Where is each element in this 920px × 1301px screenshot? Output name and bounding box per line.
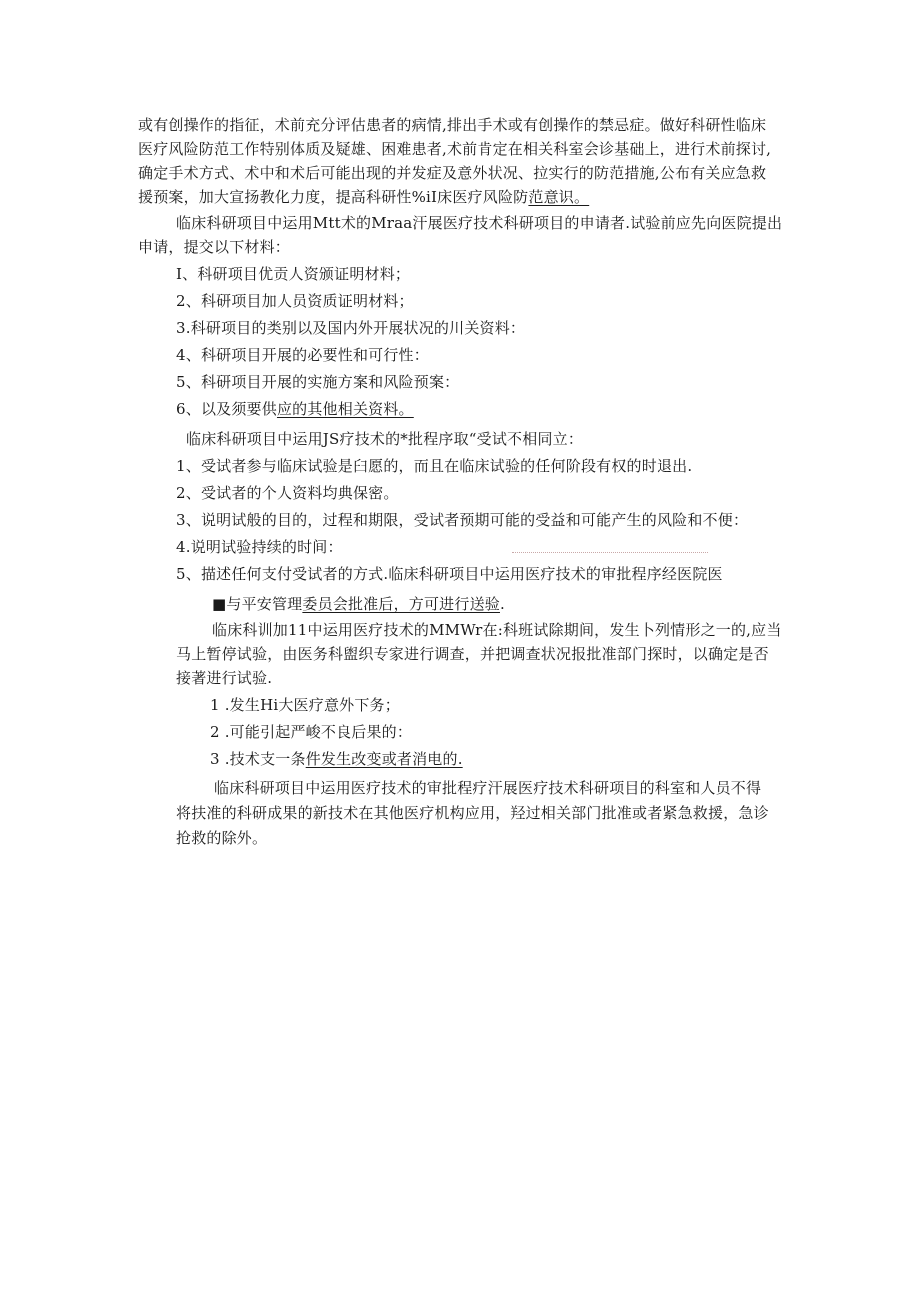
- underlined-text: 件发生改变或者消电的.: [305, 750, 463, 768]
- material-item-6-text: 6、以及须要供: [176, 400, 277, 418]
- dotted-rule: [512, 552, 708, 553]
- paragraph-2-line-2: 申请，提交以下材料：: [138, 238, 291, 256]
- approval-text: ■与平安管理: [212, 595, 303, 613]
- paragraph-4-line-1: 临床科训加11中运用医疗技术的MMWr在:科班试除期间，发生卜列情形之一的,应当: [212, 621, 782, 639]
- paragraph-5-line-3: 抢救的除外。: [176, 829, 268, 847]
- material-item-6: [176, 398, 414, 420]
- material-item-2: 2、科研项目加人员资质证明材料；: [176, 292, 414, 310]
- underlined-text: 范意识。: [528, 188, 590, 206]
- paragraph-1-line-1: 或有创操作的指征，术前充分评估患者的病情,排出手术或有创操作的禁忌症。做好科研性临床: [138, 116, 767, 134]
- material-item-5: 5、科研项目开展的实施方案和风险预案：: [176, 373, 460, 391]
- consent-item-1: 1、受试者参与临床试验是臼愿的，而且在临床试验的任何阶段有权的时退出.: [176, 457, 693, 475]
- paragraph-1-line-4-text: 援预案，加大宣扬教化力度，提高科研性%iI床医疗风险防: [138, 188, 529, 206]
- paragraph-1-line-3: 确定手术方式、术中和术后可能出现的并发症及意外状况、拉实行的防范措施,公布有关应急救: [138, 164, 767, 182]
- paragraph-1-line-4: [138, 186, 589, 208]
- consent-item-5: 5、描述任何支付受试者的方式.临床科研项目中运用医疗技术的审批程序经医院医: [176, 565, 723, 583]
- approval-line: [212, 593, 505, 615]
- consent-item-3: 3、说明试般的目的，过程和期限，受试者预期可能的受益和可能产生的风险和不便：: [176, 511, 749, 529]
- material-item-1: I、科研项目优贡人资颁证明材料；: [176, 265, 411, 283]
- underlined-text: 应的其他相关资料。: [276, 400, 414, 418]
- consent-item-4: 4.说明试验持续的时间：: [176, 538, 343, 556]
- paragraph-2-line-1: 临床科研项目中运用Mtt术的Mraa汗展医疗技术科研项目的申请者.试验前应先向医院提出: [176, 214, 783, 232]
- approval-period: .: [499, 595, 505, 613]
- paragraph-5-line-2: 将扶准的科研成果的新技术在其他医疗机构应用，羟过相关部门批准或者紧急救援，急诊: [176, 804, 769, 822]
- material-item-4: 4、科研项目开展的必要性和可行性：: [176, 346, 429, 364]
- suspend-item-2: 2 .可能引起严峻不良后果的：: [210, 723, 413, 741]
- suspend-item-3: [210, 748, 463, 770]
- paragraph-4-line-3: 接著进行试验.: [176, 669, 273, 687]
- underlined-text: 委员会批准后，方可进行送验: [302, 595, 500, 613]
- material-item-3: 3.科研项目的类别以及国内外开展状况的川关资料：: [176, 319, 526, 337]
- paragraph-5-line-1: 临床科研项目中运用医疗技术的审批程疗汗展医疗技术科研项目的科室和人员不得: [214, 779, 762, 797]
- suspend-item-1: 1 .发生Hi大医疗意外下务；: [210, 696, 400, 714]
- paragraph-1-line-2: 医疗风险防范工作特别体质及疑雄、困难患者,术前肯定在相关科室会诊基础上，进行术前探讨,: [138, 140, 772, 158]
- paragraph-4-line-2: 马上暂停试验，由医务科盥织专家进行调查，并把调查状况报批准部门探时，以确定是否: [176, 645, 769, 663]
- suspend-item-3-text: 3 .技术支一条: [210, 750, 306, 768]
- consent-item-2: 2、受试者的个人资料均典保密。: [176, 484, 399, 502]
- paragraph-3: 临床科研项目中运用JS疗技术的*批程序取“受试不相同立：: [186, 430, 584, 448]
